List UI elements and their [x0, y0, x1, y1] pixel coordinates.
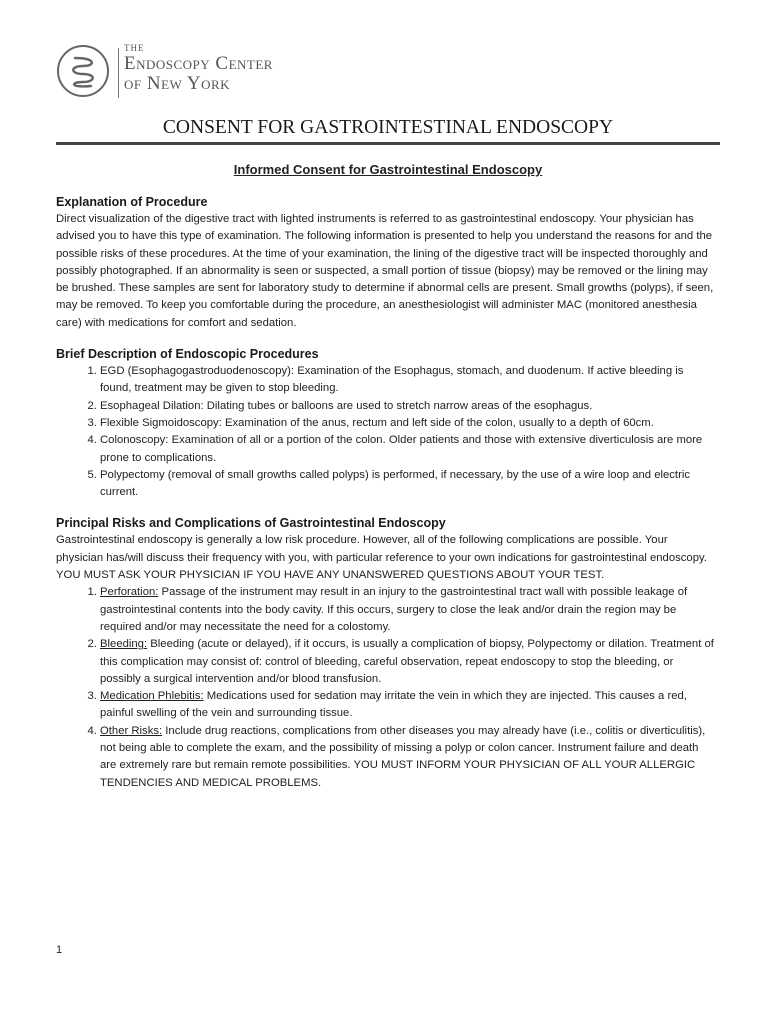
list-item: 4. Colonoscopy: Examination of all or a portion of the colon. Older patients and those with extensive diverticulosis are more prone to complications.: [100, 432, 716, 467]
endoscope-coil-icon: [56, 44, 110, 98]
risk-text: Bleeding (acute or delayed), if it occurs, is usually a complication of biopsy, Polypectomy or dilation. Treatment of this complication may consist of: control of bleeding, careful observation, repeat endoscopy to stop the bleeding, or possibly a surgical intervention and/or blood transfusion.: [100, 638, 714, 685]
logo-line-1: Endoscopy Center: [124, 53, 273, 74]
explanation-heading: Explanation of Procedure: [56, 195, 208, 209]
logo-wordmark: [124, 44, 273, 93]
explanation-paragraph: Direct visualization of the digestive tract with lighted instruments is referred to as gastrointestinal endoscopy. Your physician has advised you to have this type of examination. The following information is presented to help you understand the reasons for and the possible risks of these procedures. At the time of your examination, the lining of the digestive tract will be inspected thoroughly and possibly photographed. If an abnormality is seen or suspected, a small portion of tissue (biopsy) may be removed or the lining may be brushed. These samples are sent for laboratory study to determine if abnormal cells are present. Small growths (polyps), if seen, may be removed. To keep you comfortable during the procedure, an anesthesiologist will administer MAC (monitored anesthesia care) with medications for comfort and sedation.: [56, 213, 714, 329]
list-item: 3. Flexible Sigmoidoscopy: Examination of the anus, rectum and left side of the colon, usually to a depth of 60cm.: [100, 415, 716, 432]
document-body: [56, 194, 716, 792]
procedures-list: [56, 363, 716, 501]
risks-list: [56, 584, 716, 792]
list-item: [100, 688, 716, 723]
document-title: CONSENT FOR GASTROINTESTINAL ENDOSCOPY: [162, 117, 614, 138]
logo-the: THE: [124, 43, 145, 53]
risk-term: Other Risks:: [100, 724, 163, 737]
risks-intro: Gastrointestinal endoscopy is generally a low risk procedure. However, all of the following complications are possible. Your physician has/will discuss their frequency with you, with particular reference to your own indications for gastrointestinal endoscopy. YOU MUST ASK YOUR PHYSICIAN IF YOU HAVE ANY UNANSWERED QUESTIONS ABOUT YOUR TEST.: [56, 534, 707, 582]
list-item: 1. EGD (Esophagogastroduodenoscopy): Examination of the Esophagus, stomach, and duodenum. If active bleeding is found, treatment may be given to stop bleeding.: [100, 363, 716, 398]
risk-term: Medication Phlebitis:: [100, 690, 204, 703]
risk-term: Perforation:: [100, 586, 159, 599]
explanation-section: [56, 194, 716, 332]
page-number: 1: [56, 944, 63, 956]
risks-section: [56, 515, 716, 791]
procedures-section: [56, 346, 716, 501]
title-rule: [56, 142, 720, 145]
risk-text: Passage of the instrument may result in an injury to the gastrointestinal tract wall with possible leakage of gastrointestinal contents into the body cavity. If this occurs, surgery to close the leak and/or drain the region may be required and/or may necessitate the need for a colostomy.: [100, 586, 688, 633]
list-item: 2. Esophageal Dilation: Dilating tubes or balloons are used to stretch narrow areas of the esophagus.: [100, 398, 716, 415]
list-item: 5. Polypectomy (removal of small growths called polyps) is performed, if necessary, by the use of a wire loop and electric current.: [100, 467, 716, 502]
list-item: [100, 584, 716, 636]
logo-divider: [118, 48, 119, 98]
procedures-heading: Brief Description of Endoscopic Procedures: [56, 347, 319, 362]
risk-text: Medications used for sedation may irritate the vein in which they are injected. This causes a red, painful swelling of the vein and surrounding tissue.: [100, 690, 687, 720]
list-item: [100, 723, 716, 792]
risk-text: Include drug reactions, complications from other diseases you may already have (i.e., colitis or diverticulitis), not being able to complete the exam, and the possibility of missing a polyp or colon cancer. Instrument failure and death are extremely rare but remain remote possibilities. YOU MUST INFORM YOUR PHYSICIAN OF ALL YOUR ALLERGIC TENDENCIES AND MEDICAL PROBLEMS.: [100, 724, 706, 789]
list-item: [100, 636, 716, 688]
document-subtitle: Informed Consent for Gastrointestinal Endoscopy: [233, 162, 543, 177]
risks-heading: Principal Risks and Complications of Gastrointestinal Endoscopy: [56, 516, 446, 531]
risk-term: Bleeding:: [100, 638, 148, 651]
logo-line-2: of New York: [124, 73, 231, 94]
